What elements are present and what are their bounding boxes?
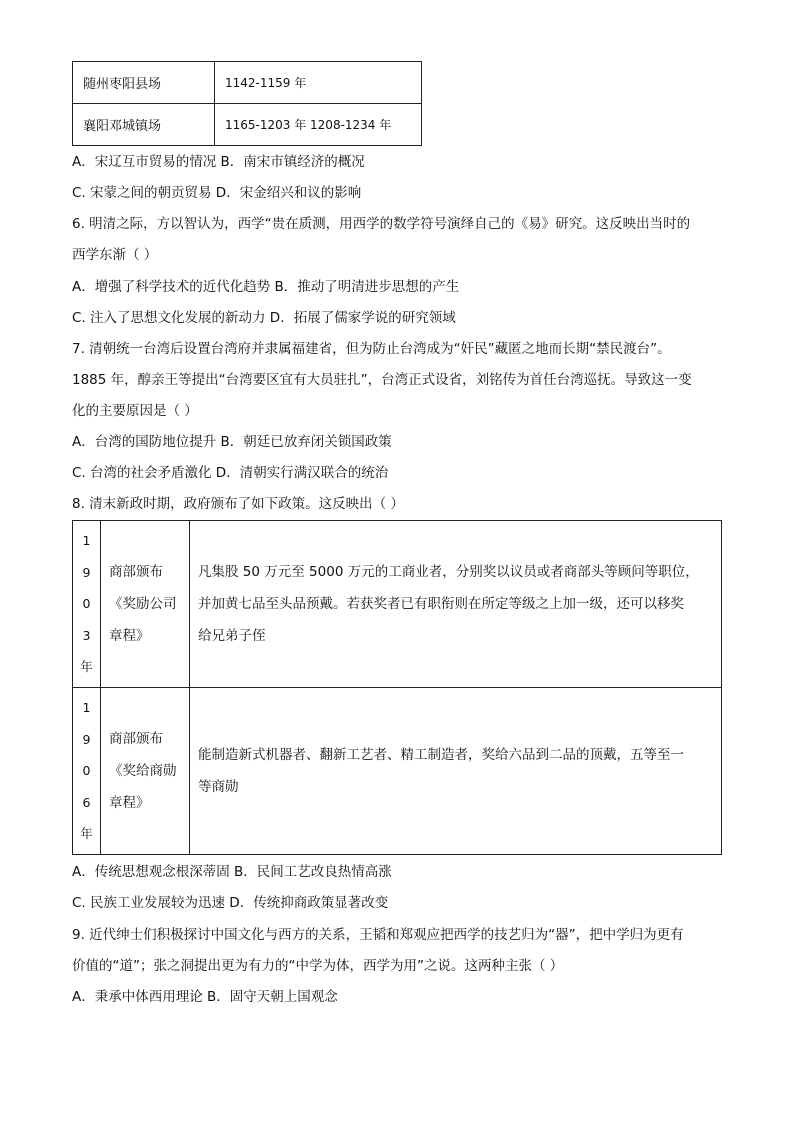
policy-table	[72, 520, 722, 855]
table-cell-place: 襄阳邓城镇场	[73, 104, 215, 146]
table-cell-content	[190, 521, 722, 688]
table-row	[73, 688, 722, 855]
q8-options-cd: C. 民族工业发展较为迅速 D．传统抑商政策显著改变	[72, 895, 389, 911]
year-char: 3	[82, 627, 91, 643]
year-char: 1	[82, 533, 91, 549]
q7-stem: 7. 清朝统一台湾后设置台湾府并隶属福建省，但为防止台湾成为“奸民”藏匿之地而长期“禁民渡台”。	[72, 341, 671, 357]
table-cell-years: 1165-1203 年 1208-1234 年	[215, 104, 422, 146]
q5-options-cd: C. 宋蒙之间的朝贡贸易 D．宋金绍兴和议的影响	[72, 185, 362, 201]
q9-options-ab: A．秉承中体西用理论 B．固守天朝上国观念	[72, 989, 338, 1005]
year-char: 9	[82, 731, 91, 747]
q6-stem: 6. 明清之际，方以智认为，西学“贵在质测，用西学的数学符号演绎自己的《易》研究。这反映出当时的	[72, 216, 691, 232]
content-line: 给兄弟子侄	[198, 628, 266, 644]
market-table	[72, 61, 422, 146]
q5-options-ab: A．宋辽互市贸易的情况 B．南宋市镇经济的概况	[72, 154, 365, 170]
source-line: 《奖励公司	[109, 596, 177, 612]
q8-options-ab: A．传统思想观念根深蒂固 B．民间工艺改良热情高涨	[72, 864, 392, 880]
year-char: 年	[80, 659, 93, 675]
table-cell-year	[73, 688, 101, 855]
q8-stem: 8. 清末新政时期，政府颁布了如下政策。这反映出（ ）	[72, 496, 404, 512]
table-cell-year	[73, 521, 101, 688]
table-cell-content	[190, 688, 722, 855]
year-char: 1	[82, 700, 91, 716]
content-line: 并加黄七品至头品预戴。若获奖者已有职衔则在所定等级之上加一级，还可以移奖	[198, 596, 684, 612]
table-row	[73, 62, 422, 104]
table-cell-source	[101, 688, 190, 855]
content-line: 凡集股 50 万元至 5000 万元的工商业者，分别奖以议员或者商部头等顾问等职位，	[198, 564, 699, 580]
year-char: 0	[82, 596, 91, 612]
table-cell-source	[101, 521, 190, 688]
source-line: 章程》	[109, 628, 150, 644]
year-char: 0	[82, 763, 91, 779]
source-line: 商部颁布	[109, 731, 163, 747]
year-char: 9	[82, 564, 91, 580]
source-line: 章程》	[109, 795, 150, 811]
q7-options-ab: A．台湾的国防地位提升 B．朝廷已放弃闭关锁国政策	[72, 434, 392, 450]
year-char: 6	[82, 794, 91, 810]
table-cell-years: 1142-1159 年	[215, 62, 422, 104]
q7-options-cd: C. 台湾的社会矛盾激化 D．清朝实行满汉联合的统治	[72, 465, 389, 481]
q7-stem-end: 化的主要原因是（ ）	[72, 403, 198, 419]
source-line: 《奖给商勋	[109, 763, 177, 779]
q9-stem: 9. 近代绅士们积极探讨中国文化与西方的关系，王韬和郑观应把西学的技艺归为“器”，把中学归为更有	[72, 927, 684, 943]
q7-stem-cont: 1885 年，醇亲王等提出“台湾要区宜有大员驻扎”，台湾正式设省，刘铭传为首任台湾巡抚。导致这一变	[72, 372, 692, 388]
table-cell-place: 随州枣阳县场	[73, 62, 215, 104]
q6-options-cd: C. 注入了思想文化发展的新动力 D．拓展了儒家学说的研究领域	[72, 310, 456, 326]
table-row	[73, 104, 422, 146]
q9-stem-cont: 价值的“道”；张之洞提出更为有力的“中学为体，西学为用”之说。这两种主张（ ）	[72, 958, 564, 974]
table-row	[73, 521, 722, 688]
source-line: 商部颁布	[109, 564, 163, 580]
year-char: 年	[80, 826, 93, 842]
content-line: 等商勋	[198, 779, 239, 795]
q6-stem-cont: 西学东渐（ ）	[72, 247, 158, 263]
q6-options-ab: A．增强了科学技术的近代化趋势 B．推动了明清进步思想的产生	[72, 279, 460, 295]
content-line: 能制造新式机器者、翻新工艺者、精工制造者，奖给六品到二品的顶戴，五等至一	[198, 747, 684, 763]
